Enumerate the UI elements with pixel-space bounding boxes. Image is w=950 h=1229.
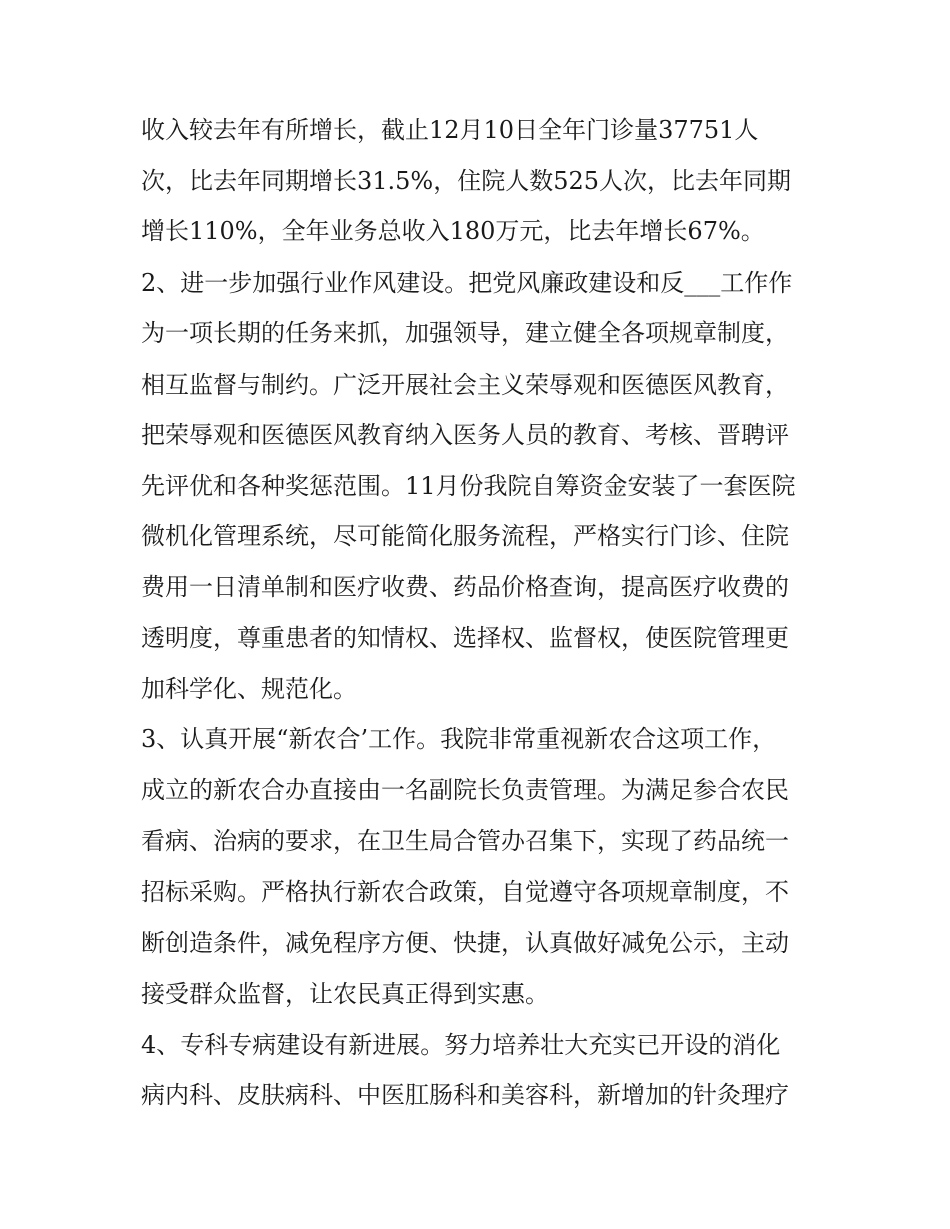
text-line: 收入较去年有所增长，截止12月10日全年门诊量37751人 [141, 116, 759, 144]
text-line: 先评优和各种奖惩范围。11月份我院自筹资金安装了一套医院 [141, 472, 796, 500]
text-line: 透明度，尊重患者的知情权、选择权、监督权，使医院管理更 [141, 624, 789, 652]
text-line: 接受群众监督，让农民真正得到实惠。 [141, 980, 549, 1008]
text-line: 断创造条件，减免程序方便、快捷，认真做好减免公示，主动 [141, 929, 789, 957]
text-line: 看病、治病的要求，在卫生局合管办召集下，实现了药品统一 [141, 827, 789, 855]
text-line: 把荣辱观和医德医风教育纳入医务人员的教育、考核、晋聘评 [141, 421, 789, 449]
text-line: 次，比去年同期增长31.5%，住院人数525人次，比去年同期 [141, 167, 792, 195]
text-line: 3、认真开展“新农合’工作。我院非常重视新农合这项工作， [141, 725, 777, 753]
text-line: 相互监督与制约。广泛开展社会主义荣辱观和医德医风教育， [141, 371, 789, 399]
text-line: 为一项长期的任务来抓，加强领导，建立健全各项规章制度， [141, 319, 789, 347]
text-line: 招标采购。严格执行新农合政策，自觉遵守各项规章制度，不 [141, 878, 789, 906]
text-line: 增长110%，全年业务总收入180万元，比去年增长67%。 [141, 217, 765, 245]
text-line: 2、进一步加强行业作风建设。把党风廉政建设和反___工作作 [141, 269, 793, 297]
text-line: 加科学化、规范化。 [141, 675, 357, 703]
text-line: 病内科、皮肤病科、中医肛肠科和美容科，新增加的针灸理疗 [141, 1081, 789, 1109]
text-line: 4、专科专病建设有新进展。努力培养壮大充实已开设的消化 [141, 1031, 781, 1059]
text-line: 费用一日清单制和医疗收费、药品价格查询，提高医疗收费的 [141, 573, 789, 601]
text-line: 成立的新农合办直接由一名副院长负责管理。为满足参合农民 [141, 776, 789, 804]
text-line: 微机化管理系统，尽可能简化服务流程，严格实行门诊、住院 [141, 522, 789, 550]
